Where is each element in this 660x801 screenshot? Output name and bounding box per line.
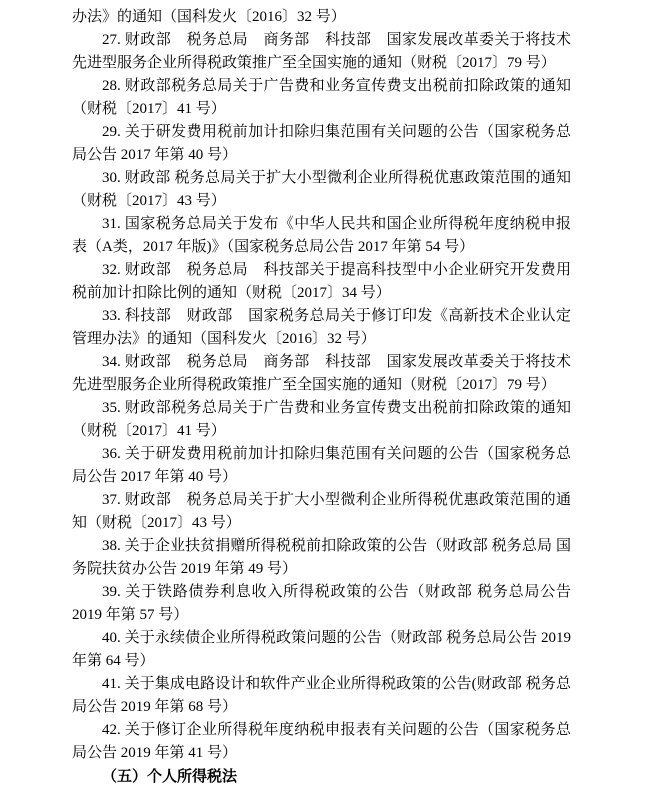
list-item-35: 35. 财政部税务总局关于广告费和业务宣传费支出税前扣除政策的通知（财税〔2017〕41 号） — [72, 400, 571, 439]
list-item-31: 31. 国家税务总局关于发布《中华人民共和国企业所得税年度纳税申报表（A类，2017 年版)》（国家税务总局公告 2017 年第 54 号） — [72, 216, 571, 255]
list-item-41: 41. 关于集成电路设计和软件产业企业所得税政策的公告(财政部 税务总局公告 2019 年第 68 号） — [72, 676, 571, 715]
list-item-37: 37. 财政部 税务总局关于扩大小型微利企业所得税优惠政策范围的通知（财税〔2017〕43 号） — [72, 492, 571, 531]
list-item-33: 33. 科技部 财政部 国家税务总局关于修订印发《高新技术企业认定管理办法》的通知（国科发火〔2016〕32 号） — [72, 308, 571, 347]
document-page — [72, 6, 571, 788]
list-item-30: 30. 财政部 税务总局关于扩大小型微利企业所得税优惠政策范围的通知（财税〔2017〕43 号） — [72, 170, 571, 209]
paragraph-continuation: 办法》的通知（国科发火〔2016〕32 号） — [72, 9, 346, 25]
list-item-34: 34. 财政部 税务总局 商务部 科技部 国家发展改革委关于将技术先进型服务企业所得税政策推广至全国实施的通知（财税〔2017〕79 号） — [72, 354, 571, 393]
list-item-32: 32. 财政部 税务总局 科技部关于提高科技型中小企业研究开发费用税前加计扣除比例的通知（财税〔2017〕34 号） — [72, 262, 571, 301]
list-item-36: 36. 关于研发费用税前加计扣除归集范围有关问题的公告（国家税务总局公告 2017 年第 40 号） — [72, 446, 571, 485]
list-item-40: 40. 关于永续债企业所得税政策问题的公告（财政部 税务总局公告 2019 年第 64 号） — [72, 630, 571, 669]
list-item-42: 42. 关于修订企业所得税年度纳税申报表有关问题的公告（国家税务总局公告 2019 年第 41 号） — [72, 722, 571, 761]
list-item-27: 27. 财政部 税务总局 商务部 科技部 国家发展改革委关于将技术先进型服务企业所得税政策推广至全国实施的通知（财税〔2017〕79 号） — [72, 32, 571, 71]
list-item-28: 28. 财政部税务总局关于广告费和业务宣传费支出税前扣除政策的通知（财税〔2017〕41 号） — [72, 78, 571, 117]
list-item-38: 38. 关于企业扶贫捐赠所得税税前扣除政策的公告（财政部 税务总局 国务院扶贫办公告 2019 年第 49 号） — [72, 538, 571, 577]
list-item-39: 39. 关于铁路债券利息收入所得税政策的公告（财政部 税务总局公告 2019 年第 57 号） — [72, 584, 571, 623]
list-item-29: 29. 关于研发费用税前加计扣除归集范围有关问题的公告（国家税务总局公告 2017 年第 40 号） — [72, 124, 571, 163]
section-heading: （五）个人所得税法 — [102, 768, 238, 785]
